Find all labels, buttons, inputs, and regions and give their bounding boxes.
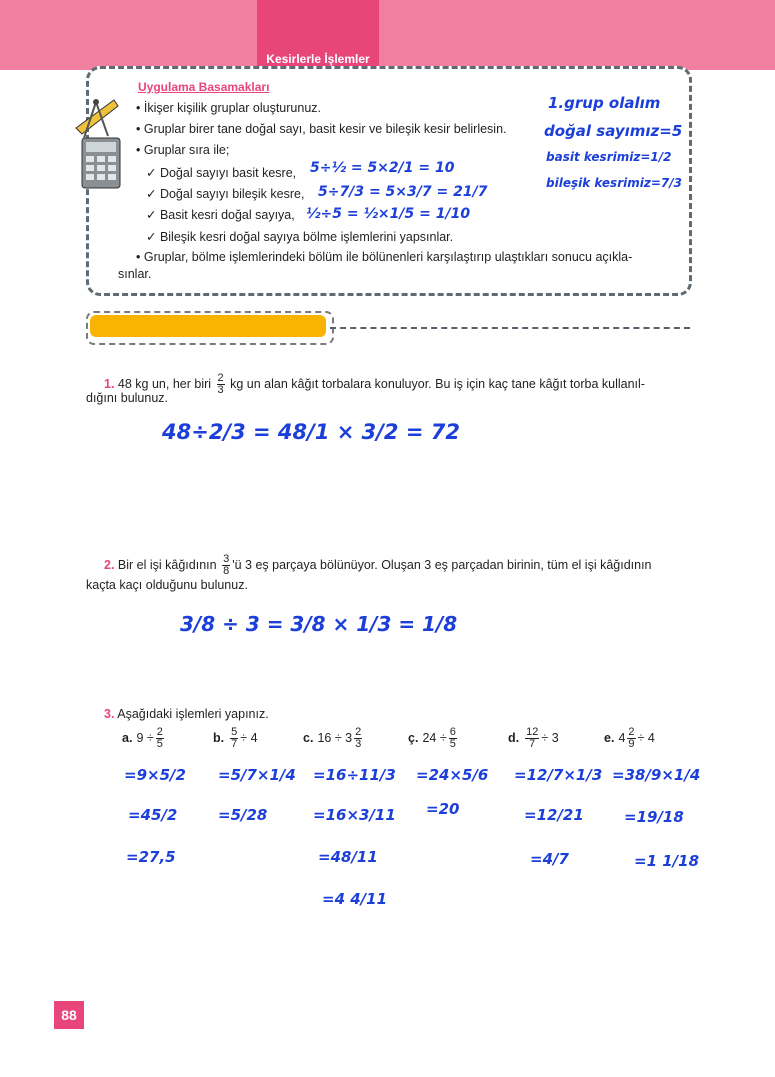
question-1: 1. 48 kg un, her biri $\frac{2}{3}$ kg un alan kâğıt torbalara konuluyor. Bu iş için kaç tane kâğıt torba kullanıl-: [104, 372, 645, 396]
handwritten-work: =12/7×1/3: [514, 766, 603, 784]
chapter-title: Kesirlerle İşlemler: [266, 52, 370, 66]
section-bar: [90, 315, 326, 337]
handwritten-work: =48/11: [318, 848, 378, 866]
handwritten-note: doğal sayımız=5: [544, 122, 683, 140]
subquestion-c-cedilla: ç. 24 ÷ $\frac{6}{5}$: [408, 726, 456, 750]
step-line: sınlar.: [118, 267, 152, 281]
handwritten-work: ½÷5 = ½×1/5 = 1/10: [306, 206, 471, 222]
handwritten-work: =5/7×1/4: [218, 766, 296, 784]
handwritten-note: 1.grup olalım: [548, 94, 661, 112]
section-divider: [330, 327, 690, 329]
page-number: 88: [54, 1001, 84, 1029]
handwritten-work: =1 1/18: [634, 852, 700, 870]
fraction: $\frac{2}{3}$: [217, 372, 224, 396]
handwritten-answer: 48÷2/3 = 48/1 × 3/2 = 72: [162, 420, 460, 444]
step-line: ✓ Doğal sayıyı basit kesre,: [146, 166, 297, 180]
handwritten-work: =4/7: [530, 850, 569, 868]
handwritten-work: =16÷11/3: [313, 766, 396, 784]
steps-title: Uygulama Basamakları: [138, 80, 270, 94]
subquestion-d: d. $\frac{12}{7}$ ÷ 3: [508, 726, 559, 750]
handwritten-work: =12/21: [524, 806, 584, 824]
step-line: • Gruplar birer tane doğal sayı, basit kesir ve bileşik kesir belirlesin.: [136, 122, 507, 136]
subquestion-e: e. 4 $\frac{2}{9}$ ÷ 4: [604, 726, 655, 750]
handwritten-answer: 3/8 ÷ 3 = 3/8 × 1/3 = 1/8: [180, 612, 458, 636]
step-line: ✓ Doğal sayıyı bileşik kesre,: [146, 187, 305, 201]
question-text: kaçta kaçı olduğunu bulunuz.: [86, 578, 248, 592]
question-text: dığını bulunuz.: [86, 391, 169, 405]
step-line: • Gruplar sıra ile;: [136, 143, 230, 157]
handwritten-work: =38/9×1/4: [612, 766, 701, 784]
handwritten-work: 5÷7/3 = 5×3/7 = 21/7: [318, 184, 488, 200]
step-line: • İkişer kişilik gruplar oluşturunuz.: [136, 101, 321, 115]
handwritten-note: bileşik kesrimiz=7/3: [546, 176, 682, 190]
subquestion-b: b. $\frac{5}{7}$ ÷ 4: [213, 726, 258, 750]
handwritten-work: =19/18: [624, 808, 684, 826]
handwritten-note: basit kesrimiz=1/2: [546, 150, 672, 164]
step-line: ✓ Basit kesri doğal sayıya,: [146, 208, 295, 222]
handwritten-work: =27,5: [126, 848, 176, 866]
question-2: 2. Bir el işi kâğıdının $\frac{3}{8}$ 'ü 3 eş parçaya bölünüyor. Oluşan 3 eş parçadan birinin, tüm el işi kâğıdının: [104, 553, 652, 577]
question-number: 2.: [104, 557, 115, 572]
step-line: • Gruplar, bölme işlemlerindeki bölüm ile bölünenleri karşılaştırıp ulaştıkları sonucu açıkla-: [136, 250, 633, 264]
question-number: 3.: [104, 707, 115, 721]
handwritten-work: =4 4/11: [322, 890, 388, 908]
handwritten-work: =45/2: [128, 806, 178, 824]
handwritten-work: =5/28: [218, 806, 268, 824]
handwritten-work: =9×5/2: [124, 766, 186, 784]
fraction: $\frac{3}{8}$: [223, 553, 230, 577]
handwritten-work: =16×3/11: [313, 806, 396, 824]
question-3: 3. Aşağıdaki işlemleri yapınız.: [104, 707, 269, 721]
handwritten-work: 5÷½ = 5×2/1 = 10: [310, 160, 455, 176]
step-line: ✓ Bileşik kesri doğal sayıya bölme işlemlerini yapsınlar.: [146, 230, 454, 244]
question-number: 1.: [104, 376, 115, 391]
handwritten-work: =20: [426, 800, 460, 818]
geometry-tools-icon: [74, 98, 126, 190]
subquestion-c: c. 16 ÷ 3 $\frac{2}{3}$: [303, 726, 362, 750]
handwritten-work: =24×5/6: [416, 766, 489, 784]
header-band: [0, 0, 775, 70]
subquestion-a: a. 9 ÷ $\frac{2}{5}$: [122, 726, 163, 750]
